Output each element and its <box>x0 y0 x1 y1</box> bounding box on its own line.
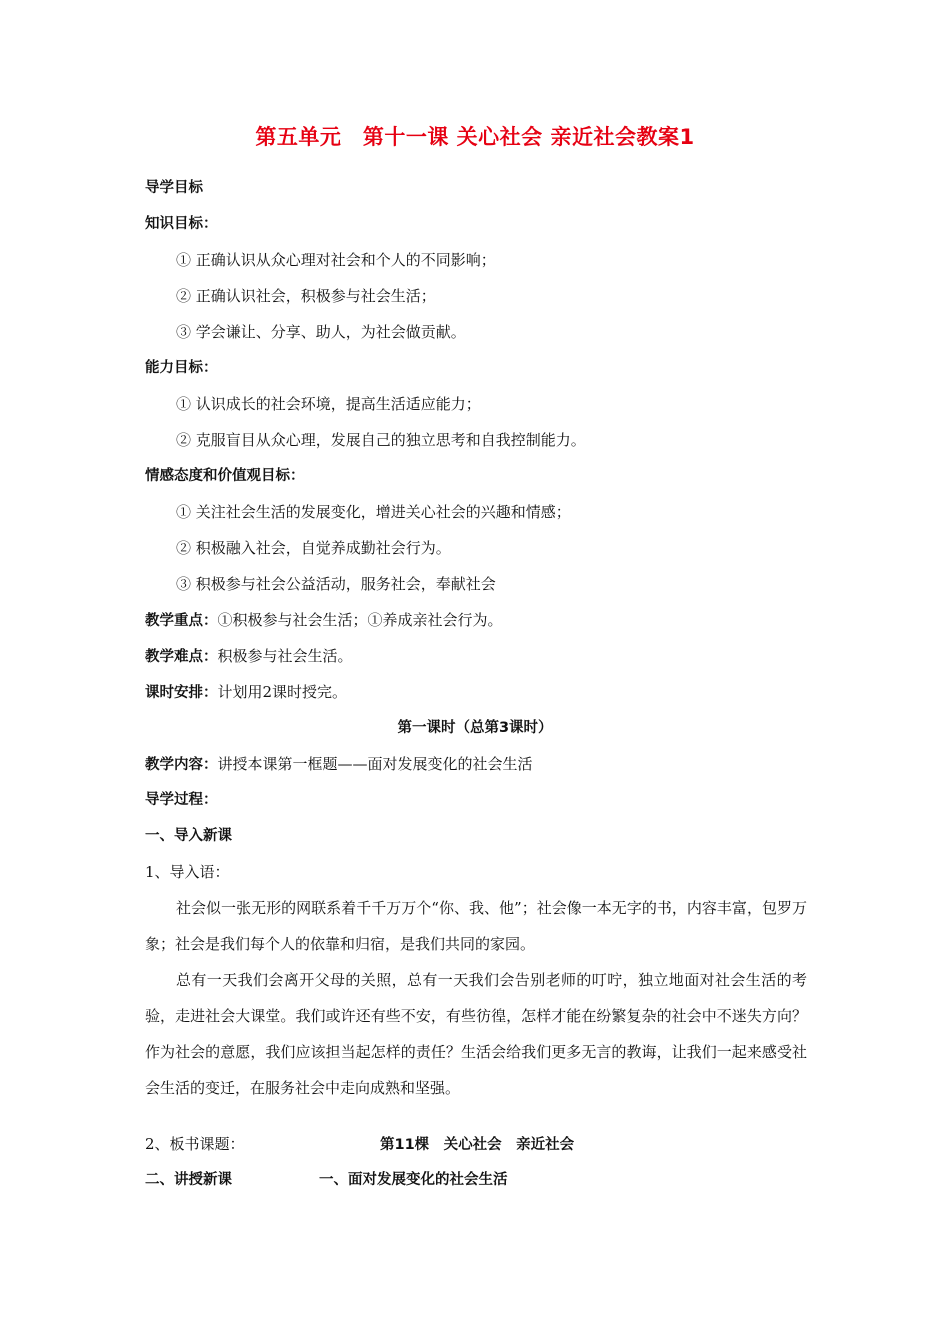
knowledge-goal-item: ③ 学会谦让、分享、助人，为社会做贡献。 <box>176 323 466 341</box>
schedule-row <box>145 682 347 703</box>
schedule-label: 课时安排： <box>145 685 218 701</box>
schedule-text: 计划用2课时授完。 <box>217 683 348 701</box>
key-point-text: ①积极参与社会生活；①养成亲社会行为。 <box>217 611 503 629</box>
intro-paragraph: 总有一天我们会离开父母的关照，总有一天我们会告别老师的叮咛，独立地面对社会生活的考验，走进社会大课堂。我们或许还有些不安，有些彷徨，怎样才能在纷繁复杂的社会中不迷失方向？作为社会的意愿，我们应该担当起怎样的责任？生活会给我们更多无言的教诲，让我们一起来感受社会生活的变迁，在服务社会中走向成熟和坚强。 <box>145 971 807 1097</box>
content-text: 讲授本课第一框题——面对发展变化的社会生活 <box>217 755 533 773</box>
difficulty-label: 教学难点： <box>145 649 218 665</box>
section-two-row <box>145 1170 508 1190</box>
ability-goal-item: ① 认识成长的社会环境，提高生活适应能力； <box>176 395 481 413</box>
intro-label: 1、导入语： <box>145 863 230 881</box>
emotion-goals-heading: 情感态度和价值观目标： <box>145 468 305 484</box>
emotion-goal-item: ② 积极融入社会，自觉养成勤社会行为。 <box>176 539 451 557</box>
section-two-label: 二、讲授新课 <box>145 1172 232 1188</box>
intro-paragraph: 社会似一张无形的网联系着千千万万个“你、我、他”；社会像一本无字的书，内容丰富，包罗万象；社会是我们每个人的依靠和归宿，是我们共同的家园。 <box>145 899 807 953</box>
guide-goals-heading: 导学目标 <box>145 180 203 196</box>
board-title: 第11棵 关心社会 亲近社会 <box>380 1137 575 1153</box>
content-row <box>145 754 533 775</box>
ability-goal-item: ② 克服盲目从众心理，发展自己的独立思考和自我控制能力。 <box>176 431 586 449</box>
key-point-row <box>145 610 503 631</box>
document-title: 第五单元 第十一课 关心社会 亲近社会教案1 <box>255 125 695 149</box>
content-label: 教学内容： <box>145 757 218 773</box>
section-one-heading: 一、导入新课 <box>145 828 232 844</box>
lesson-heading: 第一课时（总第3课时） <box>397 720 553 736</box>
knowledge-goal-item: ② 正确认识社会，积极参与社会生活； <box>176 287 436 305</box>
emotion-goal-item: ③ 积极参与社会公益活动，服务社会，奉献社会 <box>176 575 496 593</box>
knowledge-goals-heading: 知识目标： <box>145 216 218 232</box>
difficulty-text: 积极参与社会生活。 <box>217 647 353 665</box>
difficulty-row <box>145 646 353 667</box>
ability-goals-heading: 能力目标： <box>145 360 218 376</box>
section-two-title: 一、面对发展变化的社会生活 <box>319 1172 508 1188</box>
emotion-goal-item: ① 关注社会生活的发展变化，增进关心社会的兴趣和情感； <box>176 503 571 521</box>
key-point-label: 教学重点： <box>145 613 218 629</box>
process-heading: 导学过程： <box>145 792 218 808</box>
board-label: 2、板书课题： <box>145 1135 245 1153</box>
board-row <box>145 1134 574 1155</box>
knowledge-goal-item: ① 正确认识从众心理对社会和个人的不同影响； <box>176 251 496 269</box>
